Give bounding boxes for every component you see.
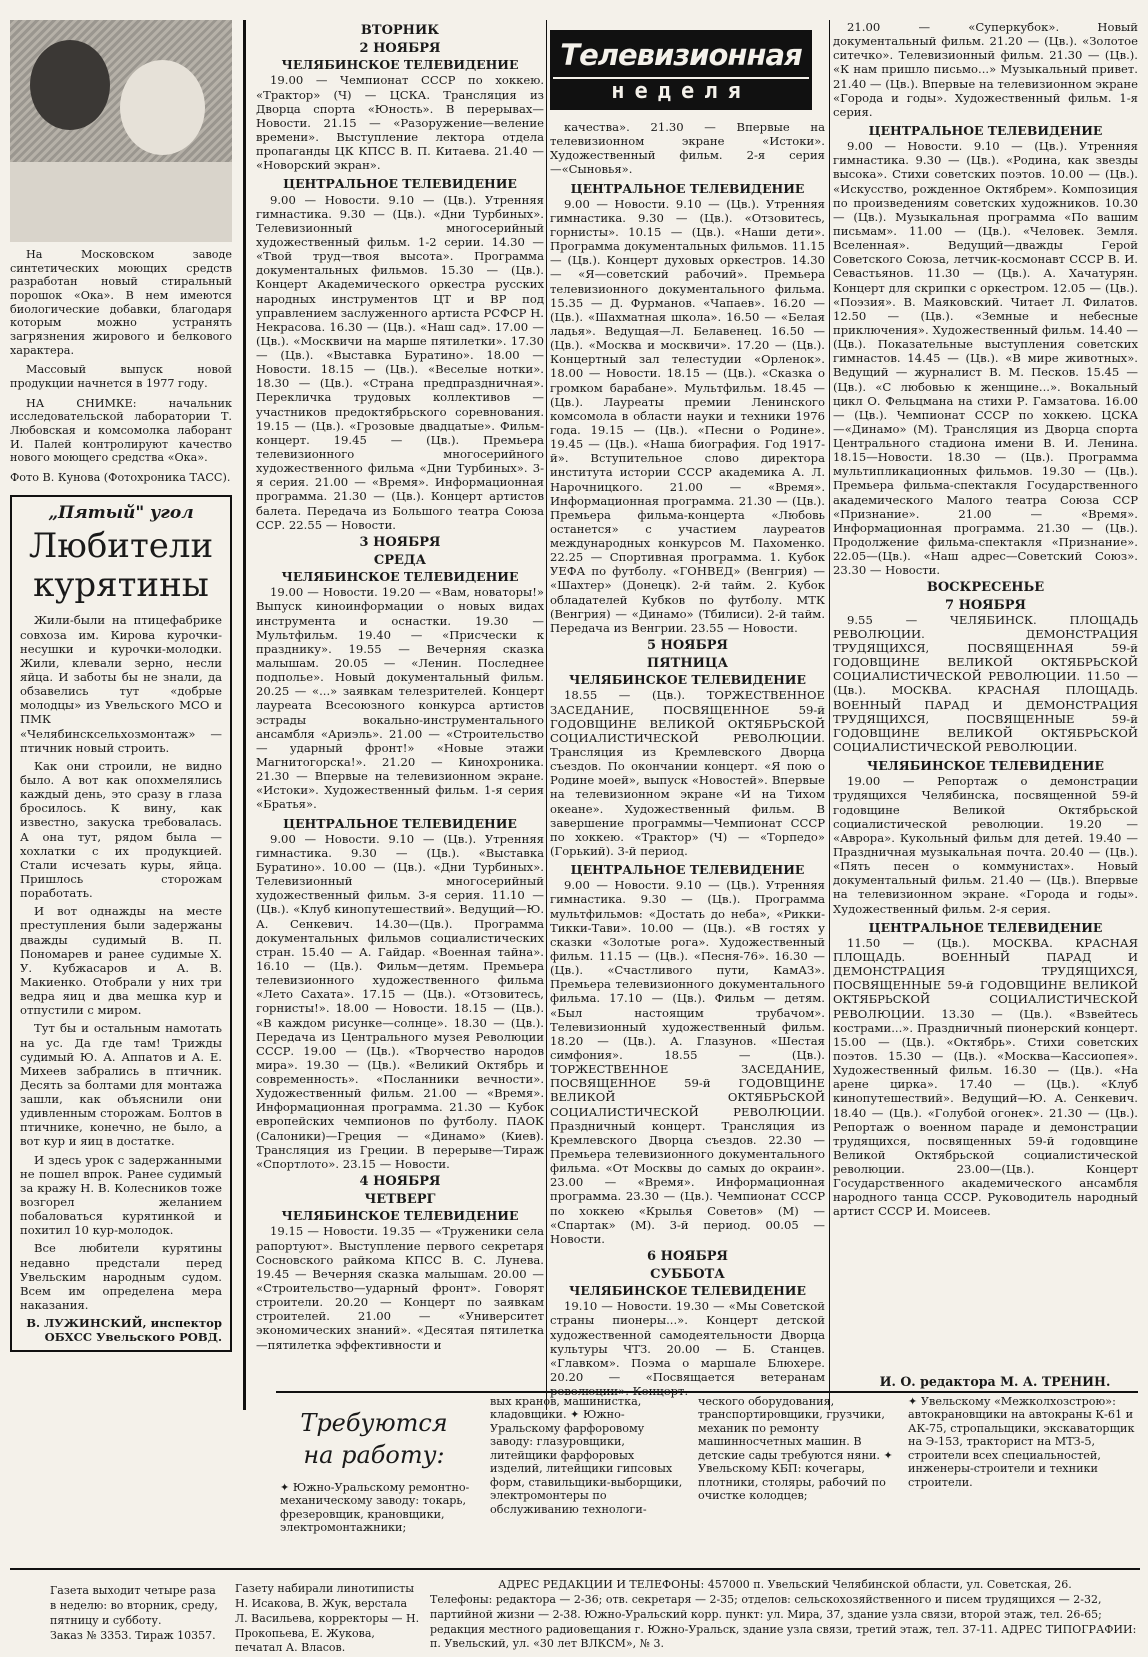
program-listing: 9.00 — Новости. 9.10 — (Цв.). Утренняя гимнастика. 9.30 — (Цв.). «Выставка Буратино». 10.00 — (Цв.). «Дни Турбиных». Телевизионный многосерийный художественный фильм. 3-я серия. 11.10 — (Цв.). «Клуб кинопутешествий». Ведущий—Ю. А. Сенкевич. 14.30—(Цв.). Программа документальных фильмов социалистических стран. 15.40 — А. Гайдар. «Военная тайна». 16.10 — (Цв.). Фильм—детям. Премьера телевизионного художественного фильма «Лето Сахата». 17.15 — (Цв.). «Отзовитесь, горнисты!». 18.00 — Новости. 18.15 — (Цв.). «В каждом рисунке—солнце». 18.30 — (Цв.). Передача из Центрального музея Революции СССР. 19.00 — (Цв.). «Творчество народов мира». 19.30 — (Цв.). «Великий Октябрь и современность». «Посланники вечности». Художественный фильм. 21.00 — «Время». Информационная программа. 21.30 — Кубок европейских чемпионов по футболу. ПАОК (Салоники)—Греция — «Динамо» (Киев). Трансляция из Греции. В перерыве—Тираж «Спортлото». 23.15 — Новости. xyxy=(256,831,544,1171)
article-paragraph: И вот однажды на месте преступления были задержаны дважды судимый В. П. Пономарев и ранее судимые Х. У. Кубжасаров и А. В. Макиенко. Отобрали у них три ведра яиц и два мешка кур и отпустили с миром. xyxy=(20,904,222,1018)
logo-word-2: неделя xyxy=(553,77,809,105)
day-heading: ПЯТНИЦА xyxy=(646,655,729,671)
date-heading: 2 НОЯБРЯ xyxy=(359,40,441,56)
news-photo xyxy=(10,20,232,242)
program-listing: 11.50 — (Цв.). МОСКВА. КРАСНАЯ ПЛОЩАДЬ. ВОЕННЫЙ ПАРАД И ДЕМОНСТРАЦИЯ ТРУДЯЩИХСЯ, ПОСВЯЩЕННЫЕ 59-й ГОДОВЩИНЕ ВЕЛИКОЙ ОКТЯБРЬСКОЙ СОЦИАЛИСТИЧЕСКОЙ РЕВОЛЮЦИИ. 13.30 — (Цв.). «Взвейтесь кострами...». Праздничный пионерский концерт. 15.00 — (Цв.). «Октябрь». Стихи советских поэтов. 15.30 — (Цв.). «Москва—Кассиопея». Художественный фильм. 16.30 — (Цв.). «На арене цирка». 17.40 — (Цв.). «Клуб кинопутешествий». Ведущий—Ю. А. Сенкевич. 18.40 — (Цв.). «Голубой огонек». 21.30 — (Цв.). Репортаж о военном параде и демонстрации трудящихся, посвященных 59-й годовщине Великой Октябрьской социалистической революции. 23.00—(Цв.). Концерт Государственного академического ансамбля народного танца СССР. Руководитель народный артист СССР И. Моисеев. xyxy=(833,935,1138,1219)
ad-item: вых кранов, машинистка, кладовщики. ✦ Южно-Уральскому фарфоровому заводу: глазуровщики, литейщики фарфоровых изделий, литейщики гипсовых форм, ставильщики-выборщики, электромонтеры по обслуживанию технологи- xyxy=(490,1395,683,1516)
program-listing: 19.15 — Новости. 19.35 — «Труженики села рапортуют». Выступление первого секретаря Сосновского райкома КПСС В. С. Лунева. 19.45 — Вечерняя сказка малышам. 20.00 — «Строительство—ударный фронт». Говорят строители. 20.20 — Концерт по заявкам строителей. 21.00 — «Университет экономических знаний». «Десятая пятилетка—пятилетка эффективности и xyxy=(256,1224,544,1352)
photo-caption-2: Массовый выпуск новой продукции начнется в 1977 году. xyxy=(10,363,232,390)
photo-credit: Фото В. Кунова (Фотохроника ТАСС). xyxy=(10,470,231,484)
program-listing: качества». 21.30 — Впервые на телевизионном экране «Истоки». Художественный фильм. 2-я серия—«Сыновья». xyxy=(550,120,825,177)
date-heading: 7 НОЯБРЯ xyxy=(945,598,1026,614)
column-3 xyxy=(550,120,825,1402)
day-heading: ВТОРНИК xyxy=(360,23,440,38)
column-2 xyxy=(256,20,544,1356)
channel-heading: ЦЕНТРАЛЬНОЕ ТЕЛЕВИДЕНИЕ xyxy=(868,919,1103,935)
logo-word-1: Телевизионная xyxy=(560,38,802,72)
program-listing: 9.00 — Новости. 9.10 — (Цв.). Утренняя гимнастика. 9.30 — (Цв.). «Отзовитесь, горнисты». 10.15 — (Цв.). «Наши дети». Программа документальных фильмов. 11.15 — (Цв.). Концерт духовых оркестров. 14.30 — «Я—советский рабочий». Премьера телевизионного документального фильма. 15.35 — Д. Фурманов. «Чапаев». 16.20 — (Цв.). «Шахматная школа». 16.50 — «Белая ладья». Ведущая—Л. Белавенец. 16.50 — (Цв.). «Москва и москвичи». 17.20 — (Цв.). Концертный зал телестудии «Орленок». 18.00 — Новости. 18.15 — (Цв.). «Сказка о громком барабане». Мультфильм. 18.45 — (Цв.). Лауреаты премии Ленинского комсомола в области науки и техники 1976 года. 19.15 — (Цв.). «Песни о Родине». 19.45 — (Цв.). «Наша биография. Год 1917-й». Вступительное слово директора института истории СССР академика А. Л. Нарочницкого. 21.00 — «Время». Информационная программа. 21.30 — (Цв.). Премьера фильма-концерта «Любовь останется» с участием лауреатов международных конкурсов М. Пахоменко. 22.25 — Спортивная программа. 1. Кубок УЕФА по футболу. «ГОНВЕД» (Венгрия) — «Шахтер» (Донецк). 2-й тайм. 2. Кубок обладателей Кубков по футболу. МТК (Венгрия) — «Динамо» (Тбилиси). 2-й тайм. Передача из Венгрии. 23.55 — Новости. xyxy=(550,196,825,635)
imprint-address xyxy=(430,1578,1140,1652)
date-heading: 4 НОЯБРЯ xyxy=(359,1174,441,1190)
channel-heading: ЧЕЛЯБИНСКОЕ ТЕЛЕВИДЕНИЕ xyxy=(569,672,806,688)
channel-heading: ЧЕЛЯБИНСКОЕ ТЕЛЕВИДЕНИЕ xyxy=(281,569,519,585)
date-heading: 5 НОЯБРЯ xyxy=(647,638,728,654)
article-paragraph: Как они строили, не видно было. А вот как опохмелялись каждый день, это сразу в глаза бросилось. К вину, как известно, закуска требовалась. А она тут, рядом была — хохлатки с их продукцией. Стали исчезать куры, яйца. Пришлось сторожам поработать. xyxy=(20,758,222,901)
column-1 xyxy=(10,20,232,1352)
day-heading: ВОСКРЕСЕНЬЕ xyxy=(926,580,1045,596)
program-listing: 18.55 — (Цв.). ТОРЖЕСТВЕННОЕ ЗАСЕДАНИЕ, ПОСВЯЩЕННОЕ 59-й ГОДОВЩИНЕ ВЕЛИКОЙ ОКТЯБРЬСКОЙ СОЦИАЛИСТИЧЕСКОЙ РЕВОЛЮЦИИ. Трансляция из Кремлевского Дворца съездов. По окончании концерт. «Я пою о Родине моей», выпуск «Новостей». Впервые на телевизионном экране «И на Тихом океане». Художественный фильм. В завершение программы—Чемпионат СССР по хоккею. «Трактор» (Ч) — «Торпедо» (Горький). 3-й период. xyxy=(550,688,825,858)
fifth-corner-box xyxy=(10,495,232,1353)
program-listing: 9.00 — Новости. 9.10 — (Цв.). Утренняя гимнастика. 9.30 — (Цв.). «Родина, как звезды высока». Стихи советских поэтов. 10.00 — (Цв.). «Искусство, рожденное Октябрем». Композиция по произведениям советских художников. 10.30 — (Цв.). Музыкальная программа «По вашим письмам». 11.00 — (Цв.). «Человек. Земля. Вселенная». Ведущий—дважды Герой Советского Союза, летчик-космонавт СССР В. И. Севастьянов. 11.30 — (Цв.). А. Хачатурян. Концерт для скрипки с оркестром. 12.05 — (Цв.). «Поэзия». В. Маяковский. Читает Л. Филатов. 12.50 — (Цв.). «Земные и небесные приключения». Художественный фильм. 14.40 — (Цв.). Показательные выступления советских гимнастов. 14.45 — (Цв.). «В мире животных». Ведущий — журналист В. М. Песков. 15.45 — (Цв.). «С любовью к женщине...». Вокальный цикл О. Фельцмана на стихи Р. Гамзатова. 16.00 — (Цв.). Чемпионат СССР по хоккею. ЦСКА—«Динамо» (М). Трансляция из Дворца спорта Центрального стадиона имени В. И. Ленина. 18.15—Новости. 18.30 — (Цв.). Программа мультипликационных фильмов. 19.30 — (Цв.). Премьера фильма-спектакля Государственного академического Малого театра Союза ССР «Признание». 21.00 — «Время». Информационная программа. 21.30 — (Цв.). Продолжение фильма-спектакля «Признание». 22.05—(Цв.). «Наш адрес—Советский Союз». 23.30 — Новости. xyxy=(833,139,1138,578)
article-paragraph: Тут бы и остальным намотать на ус. Да где там! Трижды судимый Ю. А. Аппатов и А. Е. Михеев забрались в птичник. Десять за болтами для монтажа зашли, как объяснили они удивленным сторожам. Болтов в птичнике, конечно, не было, а вот кур и яиц в достатке. xyxy=(20,1021,222,1149)
program-listing: 19.00 — Новости. 19.20 — «Вам, новаторы!» Выпуск киноинформации о новых видах инструмента и оснастки. 19.30 — Мультфильм. 19.40 — «Присчески к празднику». 19.55 — Вечерняя сказка малышам. 20.05 — «Ленин. Последнее подполье». Новый документальный фильм. 20.25 — «...» заявкам телезрителей. Концерт лауреата Всесоюзного конкурса артистов эстрады вокально-инструментального ансамбля «Ариэль». 21.00 — «Строительство — ударный фронт!» «Новые этажи Магнитогорска!». 21.20 — Кинохроника. 21.30 — Впервые на телевизионном экране. «Истоки». Художественный фильм. 1-я серия «Братья». xyxy=(256,585,544,812)
program-listing: 19.10 — Новости. 19.30 — «Мы Советской страны пионеры...». Концерт детской художественной самодеятельности Дворца культуры ЧТЗ. 20.00 — Б. Станцев. «Главком». Поэма о маршале Блюхере. 20.20 — «Посвящается ветеранам революции». Концерт. xyxy=(550,1299,825,1399)
ad-item: ческого оборудования, транспортировщики, грузчики, механик по ремонту машинносчетных машин. В детские сады требуются няни. ✦ Увельскому КБП: кочегары, плотники, столяры, рабочий по очистке колодцев; xyxy=(698,1395,893,1503)
imprint-schedule xyxy=(50,1584,220,1643)
article-headline: Любители курятины xyxy=(28,526,214,606)
day-heading: СУББОТА xyxy=(650,1266,725,1282)
channel-heading: ЧЕЛЯБИНСКОЕ ТЕЛЕВИДЕНИЕ xyxy=(569,1283,806,1299)
imprint-footer xyxy=(10,1568,1140,1655)
photo-caption: На Московском заводе синтетических моющих средств разработан новый стиральный порошок «Ока». В нем имеются биологические добавки, благодаря которым можно устранять загрязнения жирового и белкового характера. xyxy=(10,248,232,357)
editor-line: И. О. редактора М. А. ТРЕНИН. xyxy=(879,1374,1111,1389)
article-paragraph: Жили-были на птицефабрике совхоза им. Кирова курочки-несушки и курочки-молодки. Жили, клевали зерно, несли яйца. И заботы бы не знали, да обзавелись тут «добрые молодцы» из Увельского МСО и ПМК «Челябинсксельхозмонтаж» — птичник новый строить. xyxy=(20,613,222,755)
job-ads xyxy=(280,1395,1140,1555)
rubric-title: „Пятый" угол xyxy=(48,502,194,523)
day-heading: ЧЕТВЕРГ xyxy=(364,1191,436,1207)
program-listing: 21.00 — «Суперкубок». Новый документальный фильм. 21.20 — (Цв.). «Золотое ситечко». Телевизионный фильм. 21.30 — (Цв.). «К нам пришло письмо...» Музыкальный привет. 21.40 — (Цв.). Впервые на телевизионном экране «Города и годы». Художественный фильм. 1-я серия. xyxy=(833,20,1138,119)
column-4 xyxy=(833,20,1138,1223)
channel-heading: ЦЕНТРАЛЬНОЕ ТЕЛЕВИДЕНИЕ xyxy=(570,862,805,878)
article-paragraph: И здесь урок с задержанными не пошел впрок. Ранее судимый за кражу Н. В. Колесников тоже возгорел желанием побаловаться курятинкой и похитил 10 кур-молодок. xyxy=(20,1152,222,1238)
program-listing: 9.00 — Новости. 9.10 — (Цв.). Утренняя гимнастика. 9.30 — (Цв.). «Дни Турбиных». Телевизионный многосерийный художественный фильм. 1-2 серии. 14.30 — «Твой труд—твоя высота». Программа документальных фильмов. 15.30 — (Цв.). Концерт Академического оркестра русских народных инструментов ЦТ и ВР под управлением заслуженного артиста РСФСР Н. Некрасова. 16.30 — (Цв.). «Наш сад». 17.00 — (Цв.). «Москвичи на марше пятилетки». 17.30 — (Цв.). «Выставка Буратино». 18.00 — Новости. 18.15 — (Цв.). «Веселые нотки». 18.30 — (Цв.). «Страна предпраздничная». Перекличка трудовых коллективов — участников предоктябрьского соревнования. 19.15 — (Цв.). «Грозовые двадцатые». Фильм-концерт. 19.45 — (Цв.). Премьера телевизионного многосерийного художественного фильма «Дни Турбиных». 3-я серия. 21.00 — «Время». Информационная программа. 21.30 — (Цв.). Концерт артистов балета. Передача из Большого театра Союза ССР. 22.55 — Новости. xyxy=(256,192,544,532)
photo-caption-3: НА СНИМКЕ: начальник исследовательской лаборатории Т. Любовская и комсомолка лаборант И. Палей контролируют качество нового моющего средства «Ока». xyxy=(10,396,232,465)
article-signature: В. ЛУЖИНСКИЙ, инспектор ОБХСС Увельского РОВД. xyxy=(26,1316,222,1345)
channel-heading: ЧЕЛЯБИНСКОЕ ТЕЛЕВИДЕНИЕ xyxy=(281,1208,519,1224)
address-line: АДРЕС РЕДАКЦИИ И ТЕЛЕФОНЫ: 457000 п. Увельский Челябинской области, ул. Советская, 26. xyxy=(498,1578,1072,1591)
program-listing: 9.00 — Новости. 9.10 — (Цв.). Утренняя гимнастика. 9.30 — (Цв.). Программа мультфильмов: «Достать до неба», «Рикки-Тикки-Тави». 10.00 — (Цв.). «В гостях у сказки «Золотые рога». Художественный фильм. 11.15 — (Цв.). «Песня-76». 16.30 — (Цв.). «Счастливого пути, КамАЗ». Премьера телевизионного документального фильма. 17.10 — (Цв.). Фильм — детям. «Был настоящим трубачом». Телевизионный художественный фильм. 18.20 — (Цв.). А. Глазунов. «Шестая симфония». 18.55 — (Цв.). ТОРЖЕСТВЕННОЕ ЗАСЕДАНИЕ, ПОСВЯЩЕННОЕ 59-й ГОДОВЩИНЕ ВЕЛИКОЙ ОКТЯБРЬСКОЙ СОЦИАЛИСТИЧЕСКОЙ РЕВОЛЮЦИИ. Праздничный концерт. Трансляция из Кремлевского Дворца съездов. 22.30 — Премьера телевизионного документального фильма. «От Москвы до самых до окраин». 23.00 — «Время». Информационная программа. 23.30 — (Цв.). Чемпионат СССР по хоккею «Крылья Советов» (М) — «Спартак» (М). 3-й период. 00.05 — Новости. xyxy=(550,878,825,1246)
channel-heading: ЦЕНТРАЛЬНОЕ ТЕЛЕВИДЕНИЕ xyxy=(283,176,517,192)
date-heading: 6 НОЯБРЯ xyxy=(647,1248,728,1264)
phones-line: Телефоны: редактора — 2-36; отв. секретаря — 2-35; отделов: сельскохозяйственного и писем трудящихся — 2-32, партийной жизни — 2-38. Южно-Уральский корр. пункт: ул. Мира, 37, здание узла связи, второй этаж, тел. 26-65; редакция местного радиовещания г. Южно-Уральск, здание узла связи, третий этаж, тел. 37-11. АДРЕС ТИПОГРАФИИ: п. Увельский, ул. «30 лет ВЛКСМ», № 3. xyxy=(430,1592,1137,1651)
program-listing: 19.00 — Репортаж о демонстрации трудящихся Челябинска, посвященной 59-й годовщине Великой Октябрьской социалистической революции. 19.20 — «Аврора». Кукольный фильм для детей. 19.40 — Праздничная музыкальная почта. 20.40 — (Цв.). «Пять песен о коммунистах». Новый документальный фильм. 21.40 — (Цв.). Впервые на телевизионном экране. «Города и годы». Художественный фильм. 2-я серия. xyxy=(833,774,1138,916)
ads-heading: Требуются на работу: xyxy=(300,1409,448,1470)
ad-item: ✦ Южно-Уральскому ремонтно-механическому заводу: токарь, фрезеровщик, крановщики, электромонтажники; xyxy=(280,1481,470,1535)
column-rule-2 xyxy=(546,20,547,1410)
article-paragraph: Все любители курятины недавно предстали перед Увельским народным судом. Всем им определена мера наказания. xyxy=(20,1241,222,1313)
date-heading: 3 НОЯБРЯ xyxy=(359,534,441,550)
column-rule-3 xyxy=(829,20,830,1410)
ad-item: ✦ Увельскому «Межколхозстрою»: автокрановщики на автокраны К-61 и АК-75, стропальщики, экскаваторщик на Э-153, тракторист на МТЗ-5, строители всех специальностей, инженеры-строители и техники строители. xyxy=(908,1395,1135,1489)
imprint-schedule-text: Газета выходит четыре раза в неделю: во вторник, среду, пятницу и субботу. xyxy=(50,1584,218,1627)
channel-heading: ЦЕНТРАЛЬНОЕ ТЕЛЕВИДЕНИЕ xyxy=(868,122,1103,138)
imprint-order: Заказ № 3353. Тираж 10357. xyxy=(50,1628,216,1642)
day-heading: СРЕДА xyxy=(373,552,427,568)
tv-week-logo xyxy=(550,30,812,110)
imprint-staff: Газету набирали линотиписты Н. Исакова, В. Жук, верстала Л. Васильева, корректоры — Н. Прокопьева, Е. Жукова, печатал А. Власов. xyxy=(235,1582,420,1655)
channel-heading: ЧЕЛЯБИНСКОЕ ТЕЛЕВИДЕНИЕ xyxy=(867,758,1104,774)
program-listing: 19.00 — Чемпионат СССР по хоккею. «Трактор» (Ч) — ЦСКА. Трансляция из Дворца спорта «Юность». В перерывах—Новости. 21.15 — «Разоружение—веление времени». Выступление лектора отдела пропаганды ЦК КПСС В. П. Китаева. 21.40 — «Новорский экран». xyxy=(256,73,544,173)
column-rule-1 xyxy=(243,20,246,1410)
channel-heading: ЦЕНТРАЛЬНОЕ ТЕЛЕВИДЕНИЕ xyxy=(570,180,805,196)
program-listing: 9.55 — ЧЕЛЯБИНСК. ПЛОЩАДЬ РЕВОЛЮЦИИ. ДЕМОНСТРАЦИЯ ТРУДЯЩИХСЯ, ПОСВЯЩЕННАЯ 59-й ГОДОВЩИНЕ ВЕЛИКОЙ ОКТЯБРЬСКОЙ СОЦИАЛИСТИЧЕСКОЙ РЕВОЛЮЦИИ. 11.50 — (Цв.). МОСКВА. КРАСНАЯ ПЛОЩАДЬ. ВОЕННЫЙ ПАРАД И ДЕМОНСТРАЦИЯ ТРУДЯЩИХСЯ, ПОСВЯЩЕННЫЕ 59-й ГОДОВЩИНЕ ВЕЛИКОЙ ОКТЯБРЬСКОЙ СОЦИАЛИСТИЧЕСКОЙ РЕВОЛЮЦИИ. xyxy=(833,612,1138,755)
channel-heading: ЧЕЛЯБИНСКОЕ ТЕЛЕВИДЕНИЕ xyxy=(281,57,519,73)
channel-heading: ЦЕНТРАЛЬНОЕ ТЕЛЕВИДЕНИЕ xyxy=(283,815,517,831)
